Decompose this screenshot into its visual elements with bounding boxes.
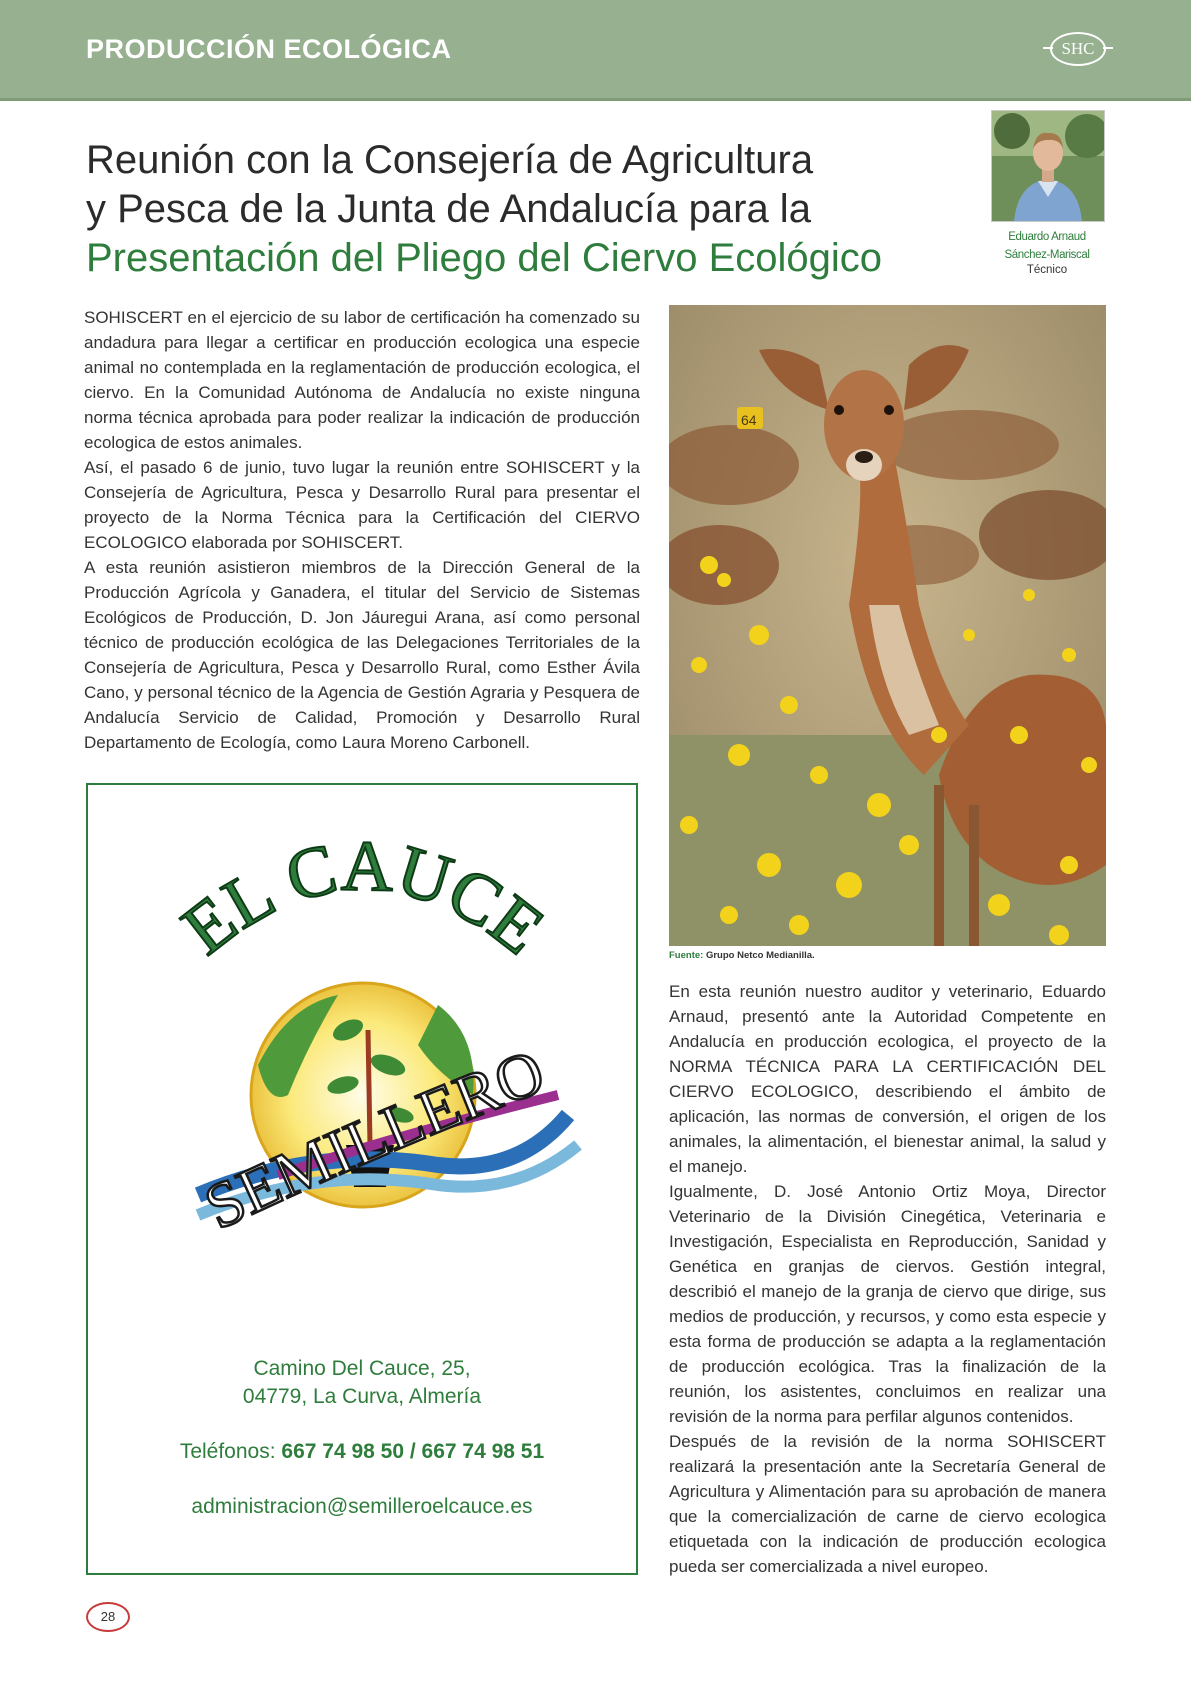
section-header bbox=[0, 0, 1191, 98]
page-number: 28 bbox=[86, 1602, 130, 1632]
section-title: PRODUCCIÓN ECOLÓGICA bbox=[86, 34, 452, 64]
logo-bottom-text: SEMILLERO bbox=[194, 1035, 554, 1243]
address-line-1: Camino Del Cauce, 25, bbox=[253, 1357, 471, 1380]
deer-photo bbox=[669, 305, 1106, 946]
ad-email: administracion@semilleroelcauce.es bbox=[191, 1495, 533, 1518]
ad-address bbox=[88, 1355, 636, 1411]
author-name bbox=[980, 228, 1114, 264]
caption-label: Fuente: bbox=[669, 950, 704, 961]
title-line-2: y Pesca de la Junta de Andalucía para la bbox=[86, 187, 811, 231]
title-line-3: Presentación del Pliego del Ciervo Ecológico bbox=[86, 236, 883, 280]
photo-caption bbox=[669, 950, 815, 961]
paragraph: Igualmente, D. José Antonio Ortiz Moya, Director Veterinario de la División Cinegética, Veterinaria e Investigación, Especialista en Reproducción, Sanidad y Genética en granjas de ciervos. Gestión integral, describió el manejo de la granja de ciervo que dirige, sus medios de producción, y recursos, y como esta especie y esta forma de producción se adapta a la reglamentación de producción ecológica. Tras la finalización de la reunión, los asistentes, concluimos en realizar una revisión de la norma para perfilar algunos contenidos. bbox=[669, 1182, 1106, 1426]
paragraph: Después de la revisión de la norma SOHISCERT realizará la presentación ante la Secretaría General de Agricultura y Alimentación para su aprobación de manera que la comercialización de carne de ciervo ecologica etiquetada con la indicación de producción ecologica pueda ser comercializada a nivel europeo. bbox=[669, 1432, 1106, 1576]
author-name-line-2: Sánchez-Mariscal bbox=[1004, 249, 1090, 261]
right-column-text bbox=[669, 979, 1106, 1579]
ad-phones bbox=[88, 1440, 636, 1464]
paragraph: SOHISCERT en el ejercicio de su labor de certificación ha comenzado su andadura para llegar a certificar en producción ecologica una especie animal no contemplada en la reglamentación de producción ecologica, el ciervo. En la Comunidad Autónoma de Andalucía no existe ninguna norma técnica aprobada para poder realizar la indicación de producción ecologica de estos animales. bbox=[84, 308, 640, 452]
logo-top-text: EL CAUCE bbox=[167, 825, 559, 970]
author-name-line-1: Eduardo Arnaud bbox=[1008, 231, 1086, 243]
semillero-advertisement bbox=[86, 783, 638, 1575]
ear-tag-number: 64 bbox=[741, 412, 757, 428]
author-role: Técnico bbox=[1026, 264, 1068, 276]
title-line-1: Reunión con la Consejería de Agricultura bbox=[86, 138, 814, 182]
el-cauce-logo bbox=[138, 815, 588, 1285]
author-photo bbox=[991, 110, 1105, 222]
paragraph: Así, el pasado 6 de junio, tuvo lugar la reunión entre SOHISCERT y la Consejería de Agricultura, Pesca y Desarrollo Rural para presentar el proyecto de la Norma Técnica para la Certificación del CIERVO ECOLOGICO elaborada por SOHISCERT. bbox=[84, 458, 640, 552]
phone-numbers: 667 74 98 50 / 667 74 98 51 bbox=[281, 1440, 545, 1463]
header-divider bbox=[0, 98, 1191, 101]
phones-label: Teléfonos: bbox=[179, 1440, 276, 1463]
address-line-2: 04779, La Curva, Almería bbox=[242, 1385, 482, 1408]
article-title bbox=[86, 136, 986, 283]
left-column-text bbox=[84, 305, 640, 755]
paragraph: A esta reunión asistieron miembros de la Dirección General de la Producción Agrícola y Ganadera, el titular del Servicio de Sistemas Ecológicos de Producción, D. Jon Jáuregui Arana, así como personal técnico de producción ecológica de las Delegaciones Territoriales de la Consejería de Agricultura, Pesca y Desarrollo Rural, como Esther Ávila Cano, y personal técnico de la Agencia de Gestión Agraria y Pesquera de Andalucía Servicio de Calidad, Promoción y Desarrollo Rural Departamento de Ecología, como Laura Moreno Carbonell. bbox=[84, 558, 640, 752]
paragraph: En esta reunión nuestro auditor y veterinario, Eduardo Arnaud, presentó ante la Autoridad Competente en Andalucía en producción ecologica, el proyecto de la NORMA TÉCNICA PARA LA CERTIFICACIÓN DEL CIERVO ECOLOGICO, describiendo el ámbito de aplicación, las normas de conversión, el origen de los animales, la alimentación, el bienestar animal, la salud y el manejo. bbox=[669, 982, 1106, 1176]
caption-source: Grupo Netco Medianilla. bbox=[705, 950, 815, 961]
shc-logo: SHC bbox=[1050, 32, 1106, 66]
